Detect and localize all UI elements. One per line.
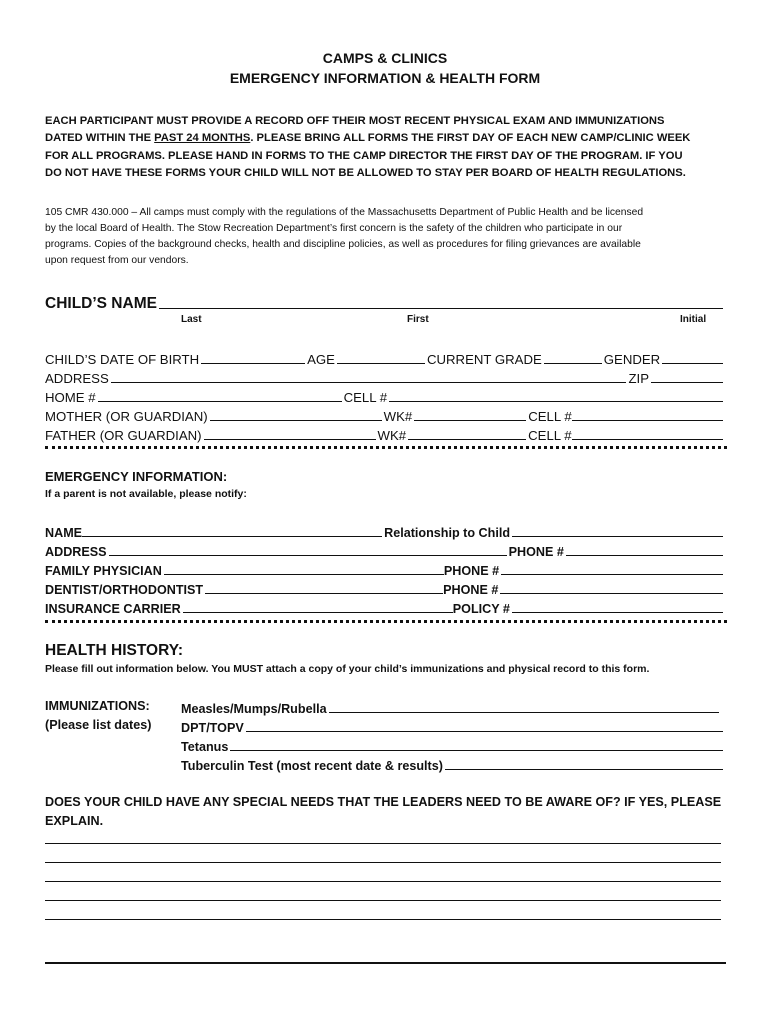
imm-tetanus-field[interactable] [230,750,723,751]
child-name-sub-last: Last [181,314,202,325]
imm-dpt-field[interactable] [246,731,723,732]
special-needs-answer-line[interactable] [45,843,721,844]
mother-label: MOTHER (OR GUARDIAN) [45,409,208,424]
emergency-phone-field[interactable] [566,555,723,556]
mother-name-field[interactable] [210,420,382,421]
emergency-subheading: If a parent is not available, please notify: [45,488,247,500]
father-wk-field[interactable] [408,439,526,440]
child-name-label: CHILD’S NAME [45,295,157,312]
form-title-line1: CAMPS & CLINICS [322,50,448,66]
notice-line2-after: . PLEASE BRING ALL FORMS THE FIRST DAY OF EACH NEW CAMP/CLINIC WEEK [250,132,691,145]
cell-phone-label: CELL # [343,390,388,405]
dentist-phone-field[interactable] [500,593,723,594]
mother-cell-label: CELL # [528,409,572,424]
dob-field[interactable] [201,363,305,364]
child-name-row [45,291,723,313]
grade-field[interactable] [544,363,602,364]
father-name-field[interactable] [204,439,376,440]
zip-field[interactable] [651,382,723,383]
child-phone-row [45,386,723,405]
physician-phone-field[interactable] [501,574,723,575]
imm-tb-label: Tuberculin Test (most recent date & results) [181,759,443,773]
dentist-label: DENTIST/ORTHODONTIST [45,583,204,597]
dentist-row [45,578,723,597]
age-field[interactable] [337,363,425,364]
emergency-address-field[interactable] [109,555,507,556]
notice-line2 [45,130,725,147]
mother-cell-field[interactable] [572,420,723,421]
imm-measles-label: Measles/Mumps/Rubella [181,702,327,716]
section-divider [45,446,727,449]
child-address-label: ADDRESS [45,371,109,386]
imm-measles-row [181,697,719,716]
gender-label: GENDER [603,352,661,367]
father-cell-field[interactable] [572,439,723,440]
notice-line2-before: DATED WITHIN THE [45,132,155,145]
physician-row [45,559,723,578]
relationship-label: Relationship to Child [384,526,511,540]
gender-field[interactable] [662,363,723,364]
regulations-line2: by the local Board of Health. The Stow Recreation Department’s first concern is the safety of the children who participate in our [45,223,623,234]
father-row [45,424,723,443]
child-name-sub-initial: Initial [680,314,707,325]
section-divider [45,620,727,623]
dentist-phone-label: PHONE # [443,583,499,597]
cell-phone-field[interactable] [389,401,723,402]
emergency-phone-label: PHONE # [508,545,564,559]
policy-label: POLICY # [452,602,510,616]
notice-line3: FOR ALL PROGRAMS. PLEASE HAND IN FORMS TO THE CAMP DIRECTOR THE FIRST DAY OF THE PROGRAM. IF YOU [45,149,683,162]
imm-tetanus-row [181,735,723,754]
imm-measles-field[interactable] [329,712,719,713]
regulations-line1: 105 CMR 430.000 – All camps must comply with the regulations of the Massachusetts Department of Public Health and be licensed [45,207,644,218]
notice-line4: DO NOT HAVE THESE FORMS YOUR CHILD WILL NOT BE ALLOWED TO STAY PER BOARD OF HEALTH REGULATIONS. [45,166,686,179]
notice-paragraph [45,113,725,182]
immunizations-label: IMMUNIZATIONS: [45,699,150,713]
special-needs-answer-line[interactable] [45,900,721,901]
policy-field[interactable] [512,612,723,613]
physician-label: FAMILY PHYSICIAN [45,564,162,578]
physician-field[interactable] [164,574,444,575]
emergency-address-label: ADDRESS [45,545,107,559]
regulations-paragraph [45,205,725,269]
child-name-sub-first: First [407,314,429,325]
imm-tb-field[interactable] [445,769,723,770]
mother-row [45,405,723,424]
emergency-name-field[interactable] [82,536,382,537]
health-heading: HEALTH HISTORY: [45,642,184,659]
father-cell-label: CELL # [528,428,572,443]
emergency-name-label: NAME [45,526,83,540]
home-phone-label: HOME # [45,390,96,405]
emergency-heading: EMERGENCY INFORMATION: [45,469,228,484]
regulations-line4: upon request from our vendors. [45,255,189,266]
immunizations-sublabel: (Please list dates) [45,718,152,732]
imm-tetanus-label: Tetanus [181,740,229,754]
regulations-line3: programs. Copies of the background checks, health and discipline policies, as well as procedures for filing grievances are available [45,239,641,250]
zip-label: ZIP [628,371,649,386]
special-needs-line2: EXPLAIN. [45,814,104,828]
home-phone-field[interactable] [98,401,342,402]
mother-wk-field[interactable] [414,420,526,421]
special-needs-answer-line[interactable] [45,919,721,920]
emergency-address-row [45,540,723,559]
dentist-field[interactable] [205,593,443,594]
relationship-field[interactable] [512,536,723,537]
child-name-field[interactable] [159,308,723,309]
notice-line2-underlined: PAST 24 MONTHS [154,132,251,145]
special-needs-answer-line[interactable] [45,881,721,882]
emergency-name-row [45,521,723,540]
child-address-row [45,367,723,386]
child-address-field[interactable] [111,382,627,383]
special-needs-answer-line[interactable] [45,862,721,863]
mother-wk-label: WK# [383,409,413,424]
child-dob-row [45,348,723,367]
age-label: AGE [307,352,335,367]
physician-phone-label: PHONE # [443,564,500,578]
insurance-field[interactable] [183,612,453,613]
insurance-row [45,597,723,616]
insurance-label: INSURANCE CARRIER [45,602,181,616]
father-label: FATHER (OR GUARDIAN) [45,428,202,443]
imm-dpt-row [181,716,723,735]
father-wk-label: WK# [377,428,407,443]
dob-label: CHILD’S DATE OF BIRTH [45,352,200,367]
imm-dpt-label: DPT/TOPV [181,721,244,735]
imm-tb-row [181,754,723,773]
grade-label: CURRENT GRADE [426,352,542,367]
special-needs-line1: DOES YOUR CHILD HAVE ANY SPECIAL NEEDS THAT THE LEADERS NEED TO BE AWARE OF? IF YES, PLEASE [45,795,722,809]
health-instructions: Please fill out information below. You MUST attach a copy of your child’s immunizations and physical record to this form. [45,663,650,675]
form-title-line2: EMERGENCY INFORMATION & HEALTH FORM [229,70,541,86]
special-needs-question [45,793,721,831]
notice-line1: EACH PARTICIPANT MUST PROVIDE A RECORD OFF THEIR MOST RECENT PHYSICAL EXAM AND IMMUNIZATIONS [45,115,665,127]
bottom-rule [45,962,726,964]
